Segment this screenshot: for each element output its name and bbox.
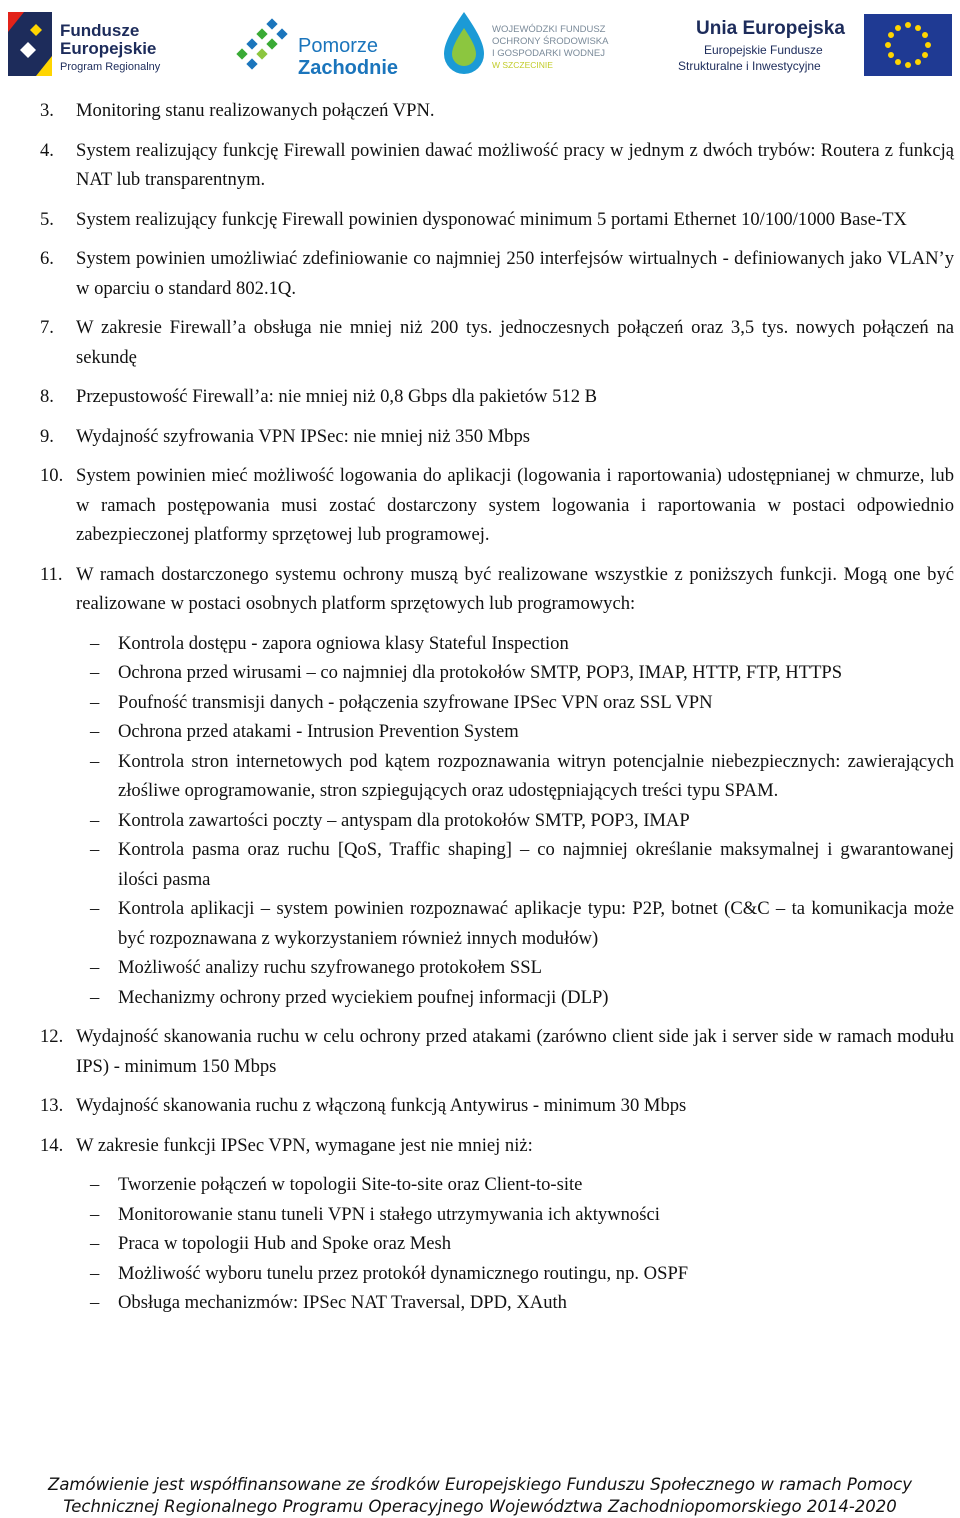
item-text: Wydajność skanowania ruchu w celu ochrony przed atakami (zarówno client side jak i server side w ramach modułu IPS) - minimum 150 Mbps [76, 1026, 954, 1077]
fundusze-europejskie-logo [6, 6, 196, 80]
item-number: 6. [40, 248, 54, 269]
logo-wf-line3: I GOSPODARKI WODNEJ [492, 48, 605, 59]
list-item-13 [40, 1091, 954, 1121]
item-text: Przepustowość Firewall’a: nie mniej niż 0,8 Gbps dla pakietów 512 B [76, 386, 598, 407]
item-number: 7. [40, 317, 54, 338]
item-number: 14. [40, 1134, 64, 1156]
list-item-6 [40, 244, 954, 303]
list-item-12 [40, 1022, 954, 1081]
sublist-item-text: Kontrola aplikacji – system powinien rozpoznawać aplikacje typu: P2P, botnet (C&C – ta komunikacja może być rozpoznawana z wykorzystaniem również innych modułów) [118, 898, 954, 949]
unia-europejska-logo [676, 6, 956, 80]
sublist-item [40, 1288, 954, 1318]
sublist-11 [40, 629, 954, 1013]
item-number: 13. [40, 1095, 64, 1116]
item-number: 5. [40, 208, 54, 230]
sublist-item-text: Możliwość analizy ruchu szyfrowanego protokołem SSL [118, 957, 542, 978]
dash-bullet: – [90, 750, 100, 772]
logo-fe-line2: Europejskie [60, 39, 157, 58]
sublist-item-text: Kontrola stron internetowych pod kątem rozpoznawania witryn potencjalnie niebezpiecznych: zawierających złośliwe oprogramowanie, stron szpiegujących oraz udostępniających treści typu SPAM. [118, 750, 954, 801]
sublist-item [40, 1229, 954, 1259]
dash-bullet: – [90, 809, 100, 831]
item-text: System powinien umożliwiać zdefiniowanie co najmniej 250 interfejsów wirtualnych - definiowanych jako VLAN’y w oparciu o standard 802.1Q. [76, 248, 954, 299]
item-text: System realizujący funkcję Firewall powinien dysponować minimum 5 portami Ethernet 10/100/1000 Base-TX [76, 208, 907, 230]
sublist-item [40, 953, 954, 983]
list-item-10 [40, 461, 954, 550]
item-number: 12. [40, 1026, 64, 1047]
sublist-item [40, 658, 954, 688]
item-text: W ramach dostarczonego systemu ochrony muszą być realizowane wszystkie z poniższych funkcji. Mogą one być realizowane w postaci osobnych platform sprzętowych lub programowych: [76, 563, 954, 614]
sublist-item [40, 717, 954, 747]
item-number: 11. [40, 563, 63, 585]
dash-bullet: – [90, 986, 100, 1008]
item-number: 8. [40, 386, 54, 407]
dash-bullet: – [90, 632, 100, 654]
footer-line-1: Zamówienie jest współfinansowane ze środków Europejskiego Funduszu Społecznego w ramach Pomocy [48, 1475, 912, 1494]
logo-ue-line2: Europejskie Fundusze [704, 43, 823, 57]
item-number: 3. [40, 100, 54, 121]
list-item-4 [40, 136, 954, 195]
sublist-item-text: Ochrona przed wirusami – co najmniej dla protokołów SMTP, POP3, IMAP, HTTP, FTP, HTTPS [118, 662, 843, 683]
logo-pz-line1: Pomorze [298, 35, 379, 57]
list-item-5 [40, 205, 954, 235]
logo-fe-line3: Program Regionalny [60, 61, 161, 73]
dash-bullet: – [90, 839, 100, 860]
sublist-item-text: Obsługa mechanizmów: IPSec NAT Traversal, DPD, XAuth [118, 1292, 567, 1313]
dash-bullet: – [90, 662, 100, 683]
header-logos [0, 0, 960, 86]
page-footer [0, 1474, 960, 1518]
dash-bullet: – [90, 898, 100, 919]
list-item-8 [40, 382, 954, 412]
sublist-item [40, 983, 954, 1013]
sublist-item [40, 835, 954, 894]
item-text: W zakresie funkcji IPSec VPN, wymagane jest nie mniej niż: [76, 1134, 533, 1156]
requirements-list [40, 96, 954, 1318]
list-item-9 [40, 422, 954, 452]
sublist-item [40, 894, 954, 953]
sublist-14 [40, 1170, 954, 1318]
dash-bullet: – [90, 957, 100, 978]
dash-bullet: – [90, 721, 100, 742]
item-text: System powinien mieć możliwość logowania do aplikacji (logowania i raportowania) udostępnianej w chmurze, lub w ramach postępowania musi zostać dostarczony system logowania i raportowania w postaci odpowiednio zabezpieczonej platformy sprzętowej lub programowej. [76, 465, 954, 545]
logo-fe-line1: Fundusze [60, 21, 140, 40]
item-number: 4. [40, 139, 54, 161]
logo-wf-line2: OCHRONY ŚRODOWISKA [492, 36, 609, 47]
sublist-item-text: Poufność transmisji danych - połączenia szyfrowane IPSec VPN oraz SSL VPN [118, 691, 713, 713]
dash-bullet: – [90, 1233, 100, 1254]
sublist-item [40, 806, 954, 836]
logo-wf-line1: WOJEWÓDZKI FUNDUSZ [492, 24, 606, 35]
footer-line-2: Technicznej Regionalnego Programu Operacyjnego Województwa Zachodniopomorskiego 2014-2020 [63, 1497, 897, 1516]
sublist-item-text: Możliwość wyboru tunelu przez protokół dynamicznego routingu, np. OSPF [118, 1262, 689, 1284]
dash-bullet: – [90, 691, 100, 713]
sublist-item [40, 1259, 954, 1289]
dash-bullet: – [90, 1262, 100, 1284]
dash-bullet: – [90, 1292, 100, 1313]
sublist-item-text: Kontrola zawartości poczty – antyspam dla protokołów SMTP, POP3, IMAP [118, 809, 690, 831]
item-text: Wydajność szyfrowania VPN IPSec: nie mniej niż 350 Mbps [76, 425, 531, 447]
dash-bullet: – [90, 1203, 100, 1225]
wfosigw-logo [440, 6, 640, 80]
sublist-item-text: Praca w topologii Hub and Spoke oraz Mesh [118, 1233, 452, 1254]
logo-ue-line3: Strukturalne i Inwestycyjne [678, 59, 821, 73]
list-item-14 [40, 1131, 954, 1161]
item-number: 9. [40, 425, 54, 447]
sublist-item-text: Monitorowanie stanu tuneli VPN i stałego utrzymywania ich aktywności [118, 1203, 660, 1225]
sublist-item-text: Tworzenie połączeń w topologii Site-to-site oraz Client-to-site [118, 1174, 583, 1195]
item-number: 10. [40, 465, 64, 486]
sublist-item [40, 629, 954, 659]
item-text: Wydajność skanowania ruchu z włączoną funkcją Antywirus - minimum 30 Mbps [76, 1095, 687, 1116]
list-item-7 [40, 313, 954, 372]
sublist-item [40, 1200, 954, 1230]
sublist-item-text: Kontrola dostępu - zapora ogniowa klasy Stateful Inspection [118, 632, 569, 654]
sublist-item-text: Ochrona przed atakami - Intrusion Prevention System [118, 721, 519, 742]
sublist-item-text: Kontrola pasma oraz ruchu [QoS, Traffic shaping] – co najmniej określanie maksymalnej i gwarantowanej ilości pasma [118, 839, 954, 890]
logo-wf-line4: W SZCZECINIE [492, 60, 553, 70]
logo-ue-line1: Unia Europejska [696, 18, 845, 39]
pomorze-zachodnie-logo [234, 6, 404, 80]
list-item-3 [40, 96, 954, 126]
item-text: W zakresie Firewall’a obsługa nie mniej niż 200 tys. jednoczesnych połączeń oraz 3,5 tys. nowych połączeń na sekundę [76, 317, 954, 368]
sublist-item [40, 747, 954, 806]
list-item-11 [40, 560, 954, 619]
sublist-item [40, 688, 954, 718]
sublist-item-text: Mechanizmy ochrony przed wyciekiem poufnej informacji (DLP) [118, 986, 609, 1008]
dash-bullet: – [90, 1174, 100, 1195]
item-text: System realizujący funkcję Firewall powinien dawać możliwość pracy w jednym z dwóch trybów: Routera z funkcją NAT lub transparentnym. [76, 139, 954, 190]
sublist-item [40, 1170, 954, 1200]
logo-pz-line2: Zachodnie [298, 57, 399, 79]
item-text: Monitoring stanu realizowanych połączeń VPN. [76, 100, 435, 121]
